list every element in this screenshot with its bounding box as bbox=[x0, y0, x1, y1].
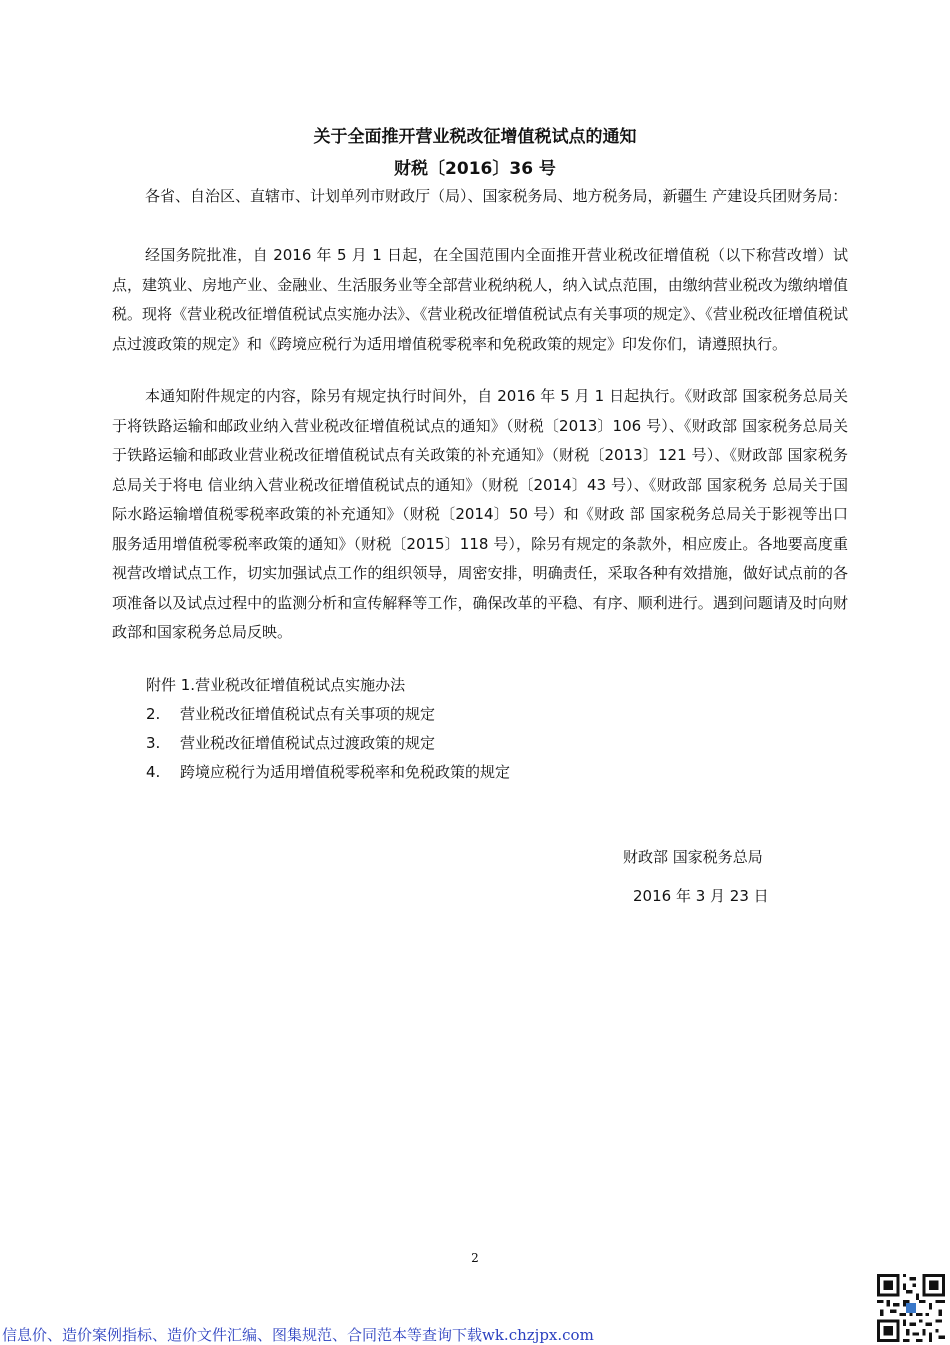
signature: 财政部 国家税务总局 bbox=[623, 848, 763, 866]
doc-number: 财税〔2016〕36 号 bbox=[394, 159, 556, 179]
paragraph-approval: 经国务院批准，自 2016 年 5 月 1 日起，在全国范围内全面推开营业税改征增值税（以下称营改增）试点，建筑业、房地产业、金融业、生活服务业等全部营业税纳税人，纳入试点范围，由缴纳营业税改为缴纳增值税。现将《营业税改征增值税试点实施办法》、《营业税改征增值税试点有关事项的规定》、《营业税改征增值税试点过渡政策的规定》和《跨境应税行为适用增值税零税率和免税政策的规定》印发你们，请遵照执行。 bbox=[112, 246, 848, 353]
attachment-title: 跨境应税行为适用增值税零税率和免税政策的规定 bbox=[180, 763, 511, 781]
attachment-number: 2. bbox=[146, 705, 161, 723]
paragraph-effective: 本通知附件规定的内容，除另有规定执行时间外，自 2016 年 5 月 1 日起执行。《财政部 国家税务总局关于将铁路运输和邮政业纳入营业税改征增值税试点的通知》（财税〔2013〕106 号）、《财政部 国家税务总局关于铁路运输和邮政业营业税改征增值税试点有关政策的补充通知》（财税〔2013〕121 号）、《财政部 国家税务总局关于将电 信业纳入营业税改征增值税试点的通知》（财税〔2014〕43 号）、《财政部 国家税务 总局关于国际水路运输增值税零税率政策的补充通知》（财税〔2014〕50 号）和《财政 部 国家税务总局关于影视等出口服务适用增值税零税率政策的通知》（财税〔2015〕118 号），除另有规定的条款外，相应废止。各地要高度重视营改增试点工作，切实加强试点工作的组织领导，周密安排，明确责任，采取各种有效措施，做好试点前的各项准备以及试点过程中的监测分析和宣传解释等工作，确保改革的平稳、有序、顺利进行。遇到问题请及时向财政部和国家税务总局反映。 bbox=[112, 387, 848, 641]
attachment-title: 营业税改征增值税试点过渡政策的规定 bbox=[180, 734, 436, 752]
qr-code-icon bbox=[877, 1274, 945, 1342]
issue-date: 2016 年 3 月 23 日 bbox=[633, 887, 769, 905]
attachment-3 bbox=[146, 729, 435, 758]
attachment-number: 3. bbox=[146, 734, 161, 752]
attachment-4 bbox=[146, 758, 510, 787]
footer-link[interactable]: 信息价、造价案例指标、造价文件汇编、图集规范、合同范本等查询下载wk.chzjpx.com bbox=[2, 1326, 594, 1344]
attachment-title: 营业税改征增值税试点有关事项的规定 bbox=[180, 705, 436, 723]
attachment-2 bbox=[146, 700, 435, 729]
attachment-number: 4. bbox=[146, 763, 161, 781]
paragraph-addressee: 各省、自治区、直辖市、计划单列市财政厅（局）、国家税务局、地方税务局，新疆生 产建设兵团财务局： bbox=[145, 187, 848, 205]
attachment-1: 附件 1.营业税改征增值税试点实施办法 bbox=[146, 676, 406, 694]
page-number: 2 bbox=[471, 1251, 479, 1265]
doc-title: 关于全面推开营业税改征增值税试点的通知 bbox=[313, 127, 637, 147]
